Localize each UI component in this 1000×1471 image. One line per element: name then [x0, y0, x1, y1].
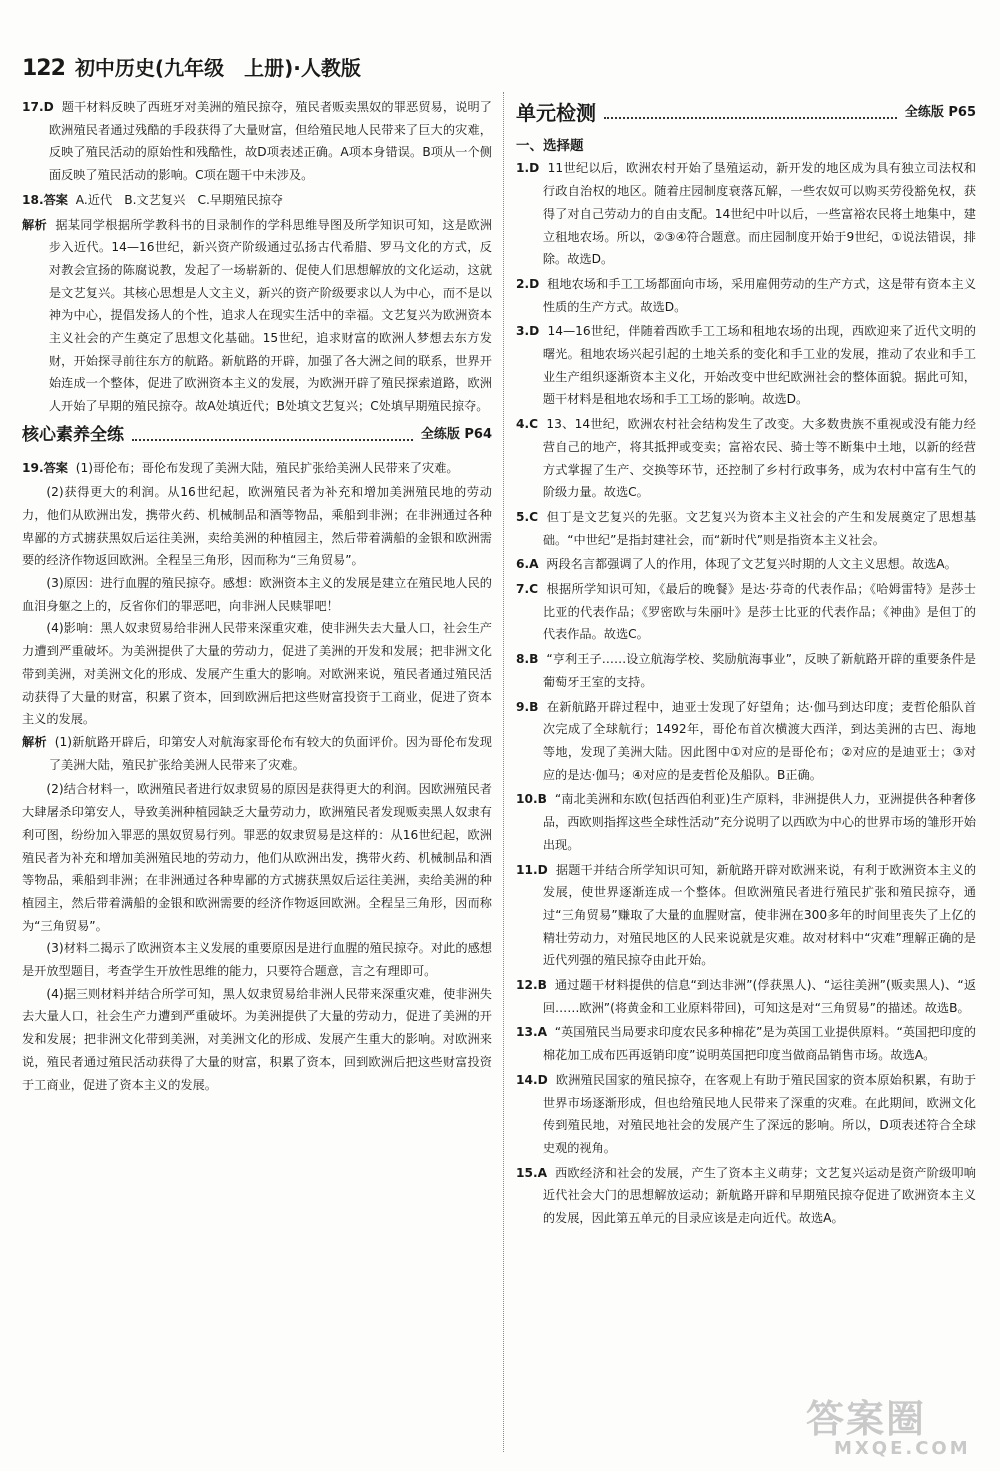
choice-answer-item: 11.D 据题干并结合所学知识可知，新航路开辟对欧洲来说，有利于欧洲资本主义的发展，使世界逐渐连成一个整体。但欧洲殖民者进行殖民扩张和殖民掠夺，通过“三角贸易”赚取了大量的血腥财富，使非洲在300多年的时间里丧失了上亿的精壮劳动力，对殖民地区的人民来说就是灾难。故对材料中“灾难”理解正确的是近代列强的殖民掠夺由此开始。 [516, 862, 977, 968]
choice-answer-item: 8.B “亨利王子……设立航海学校、奖励航海事业”，反映了新航路开辟的重要条件是葡萄牙王室的支持。 [516, 652, 976, 689]
right-column [516, 96, 976, 1232]
watermark-url: MXQE.COM [834, 1438, 971, 1459]
page-number: 122 [22, 56, 65, 81]
choice-answer-item: 13.A “英国殖民当局要求印度农民多种棉花”是为英国工业提供原料。“英国把印度的棉花加工成布匹再返销印度”说明英国把印度当做商品销售市场。故选A。 [516, 1025, 976, 1063]
watermark-logo [806, 1397, 986, 1462]
answer-19-part2: (2)获得更大的利润。从16世纪起，欧洲殖民者为补充和增加美洲殖民地的劳动力，他们从欧洲出发，携带火药、机械制品和酒等物品，乘船到非洲；在非洲通过各种卑鄙的方式掳获黑奴后运往美洲，卖给美洲的种植园主，然后带着满船的金银和欧洲需要的经济作物返回欧洲。全程呈三角形，因而称为“三角贸易”。 [22, 485, 492, 568]
choice-answer-item: 2.D 租地农场和手工工场都面向市场，采用雇佣劳动的生产方式，这是带有资本主义性质的生产方式。故选D。 [516, 276, 977, 314]
dotted-leader [604, 107, 897, 119]
subheading-choice: 一、选择题 [516, 137, 584, 154]
choice-answer-item: 5.C 但丁是文艺复兴的先驱。文艺复兴为资本主义社会的产生和发展奠定了思想基础。“中世纪”是指封建社会，而“新时代”则是指资本主义社会。 [516, 509, 977, 547]
page-header [22, 52, 361, 82]
choice-answer-item: 4.C 13、14世纪，欧洲农村社会结构发生了改变。大多数贵族不重视或没有能力经营自己的地产，将其抵押或变卖；富裕农民、骑士等不断集中土地，以新的经营方式掌握了生产、交换等环节，还控制了乡村行政事务，成为农村中富有生气的阶级力量。故选C。 [516, 417, 976, 500]
choice-answer-item: 14.D 欧洲殖民国家的殖民掠夺，在客观上有助于殖民国家的资本原始积累，有助于世界市场逐渐形成，但也给殖民地人民带来了深重的灾难。在此期间，欧洲文化传到殖民地，对殖民地社会的发展产生了深远的影响。所以，D项表述符合全球史观的视角。 [516, 1072, 977, 1155]
choice-answer-item: 3.D 14—16世纪，伴随着西欧手工工场和租地农场的出现，西欧迎来了近代文明的曙光。租地农场兴起引起的土地关系的变化和手工业的发展，推动了农业和手工业生产组织逐渐资本主义化，开始改变中世纪欧洲社会的整体面貌。据此可知，题干材料是租地农场和手工工场的影响。故选D。 [516, 324, 976, 407]
answer-19-part4: (4)影响：黑人奴隶贸易给非洲人民带来深重灾难，使非洲失去大量人口，社会生产力遭到严重破坏。为美洲提供了大量的劳动力，促进了美洲的开发和发展；把非洲文化带到美洲，对美洲文化的形成、发展产生重大的影响。对欧洲来说，殖民者通过殖民活动获得了大量的财富，积累了资本，回到欧洲后把这些财富投资于工商业，促进了资本主义的发展。 [22, 621, 492, 727]
book-title: 初中历史(九年级 上册)·人教版 [74, 56, 361, 80]
choice-answer-item: 6.A 两段名言都强调了人的作用，体现了文艺复兴时期的人文主义思想。故选A。 [516, 557, 957, 572]
answer-item-18: 18.答案 A.近代 B.文艺复兴 C.早期殖民掠夺 [22, 192, 283, 207]
watermark-text: 答案圈 [806, 1397, 927, 1441]
analysis-18: 解析 据某同学根据所学教科书的目录制作的学科思维导图及所学知识可知，这是欧洲步入近代。14—16世纪，新兴资产阶级通过弘扬古代希腊、罗马文化的方式，反对教会宣扬的陈腐说教，发起了一场崭新的、促使人们思想解放的文化运动，这就是文艺复兴。其核心思想是人文主义，新兴的资产阶级要求以人为中心，而不是以神为中心，提倡发扬人的个性，追求人在现实生活中的幸福。文艺复兴为欧洲资本主义社会的产生奠定了思想文化基础。15世纪，追求财富的欧洲人梦想去东方发财，开始探寻前往东方的航路。新航路的开辟，加强了各大洲之间的联系，世界开始连成一个整体，促进了欧洲资本主义的发展，为欧洲开辟了殖民探索道路，欧洲人开始了早期的殖民掠夺。故A处填近代；B处填文艺复兴；C处填早期殖民掠夺。 [22, 217, 493, 414]
answer-item-17: 17.D 题干材料反映了西班牙对美洲的殖民掠夺，殖民者贩卖黑奴的罪恶贸易，说明了欧洲殖民者通过残酷的手段获得了大量财富，但给殖民地人民带来了巨大的灾难，反映了殖民活动的原始性和残酷性，故D项表述正确。A项本身错误。B项从一个侧面反映了殖民活动的影响。C项在题干中未涉及。 [22, 100, 492, 183]
answer-item-19: 19.答案 (1)哥伦布；哥伦布发现了美洲大陆，殖民扩张给美洲人民带来了灾难。 [22, 460, 459, 475]
choice-answer-item: 15.A 西欧经济和社会的发展，产生了资本主义萌芽；文艺复兴运动是资产阶级叩响近代社会大门的思想解放运动；新航路开辟和早期殖民掠夺促进了欧洲资本主义的发展，因此第五单元的目录应该是走向近代。故选A。 [516, 1165, 976, 1226]
choice-answer-item: 12.B 通过题干材料提供的信息“到达非洲”(俘获黑人)、“运往美洲”(贩卖黑人)、“返回……欧洲”(将黄金和工业原料带回)，可知这是对“三角贸易”的描述。故选B。 [516, 978, 977, 1015]
choice-answer-item: 9.B 在新航路开辟过程中，迪亚士发现了好望角；达·伽马到达印度；麦哲伦船队首次完成了全球航行；1492年，哥伦布首次横渡大西洋，到达美洲的古巴、海地等地，发现了美洲大陆。因此图中①对应的是哥伦布；②对应的是迪亚士；③对应的是达·伽马；④对应的是麦哲伦及船队。B正确。 [516, 699, 977, 782]
dotted-leader [132, 429, 413, 441]
analysis-19-part3: (3)材料二揭示了欧洲资本主义发展的重要原因是进行血腥的殖民掠夺。对此的感想是开放型题目，考查学生开放性思维的能力，只要符合题意，言之有理即可。 [22, 941, 492, 979]
analysis-19-part2: (2)结合材料一，欧洲殖民者进行奴隶贸易的原因是获得更大的利润。因欧洲殖民者大肆屠杀印第安人，导致美洲种植园缺乏大量劳动力，欧洲殖民者发现贩卖黑人奴隶有利可图，纷纷加入罪恶的黑奴贸易行列。罪恶的奴隶贸易是这样的：从16世纪起，欧洲殖民者为补充和增加美洲殖民地的劳动力，他们从欧洲出发，携带火药、机械制品和酒等物品，乘船到非洲；在非洲通过各种卑鄙的方式掳获黑奴后运往美洲，卖给美洲的种植园主，然后带着满船的金银和欧洲需要的经济作物返回欧洲。全程呈三角形，因而称为“三角贸易”。 [22, 782, 492, 933]
left-column [22, 96, 492, 1096]
section-header-unit-test: 单元检测 全练版 P65 [516, 101, 976, 125]
choice-answer-list [516, 157, 976, 1229]
answer-19-part3: (3)原因：进行血腥的殖民掠夺。感想：欧洲资本主义的发展是建立在殖民地人民的血泪身躯之上的，反省你们的罪恶吧，向非洲人民赎罪吧！ [22, 576, 492, 613]
column-divider [503, 92, 505, 1452]
analysis-19: 解析 (1)新航路开辟后，印第安人对航海家哥伦布有较大的负面评价。因为哥伦布发现了美洲大陆，殖民扩张给美洲人民带来了灾难。 [22, 734, 492, 772]
choice-answer-item: 10.B “南北美洲和东欧(包括西伯利亚)生产原料，非洲提供人力，亚洲提供各种奢侈品，西欧则指挥这些全球性活动”充分说明了以西欧为中心的世界市场的雏形开始出现。 [516, 792, 977, 852]
choice-answer-item: 1.D 11世纪以后，欧洲农村开始了垦殖运动，新开发的地区成为具有独立司法权和行政自治权的地区。随着庄园制度衰落瓦解，一些农奴可以购买劳役豁免权，获得了对自己劳动力的自由支配。14世纪中叶以后，一些富裕农民将土地集中，建立租地农场。所以，②③④符合题意。而庄园制度开始于9世纪，①说法错误，排除。故选D。 [516, 161, 977, 267]
section-header-core: 核心素养全练 全练版 P64 [22, 424, 492, 445]
choice-answer-item: 7.C 根据所学知识可知，《最后的晚餐》是达·芬奇的代表作品；《哈姆雷特》是莎士比亚的代表作品；《罗密欧与朱丽叶》是莎士比亚的代表作品；《神曲》是但丁的代表作品。故选C。 [516, 582, 976, 642]
analysis-19-part4: (4)据三则材料并结合所学可知，黑人奴隶贸易给非洲人民带来深重灾难，使非洲失去大量人口，社会生产力遭到严重破坏。为美洲提供了大量的劳动力，促进了美洲的开发和发展；把非洲文化带到美洲，对美洲文化的形成、发展产生重大的影响。对欧洲来说，殖民者通过殖民活动获得了大量的财富，积累了资本，回到欧洲后把这些财富投资于工商业，促进了资本主义的发展。 [22, 986, 492, 1092]
